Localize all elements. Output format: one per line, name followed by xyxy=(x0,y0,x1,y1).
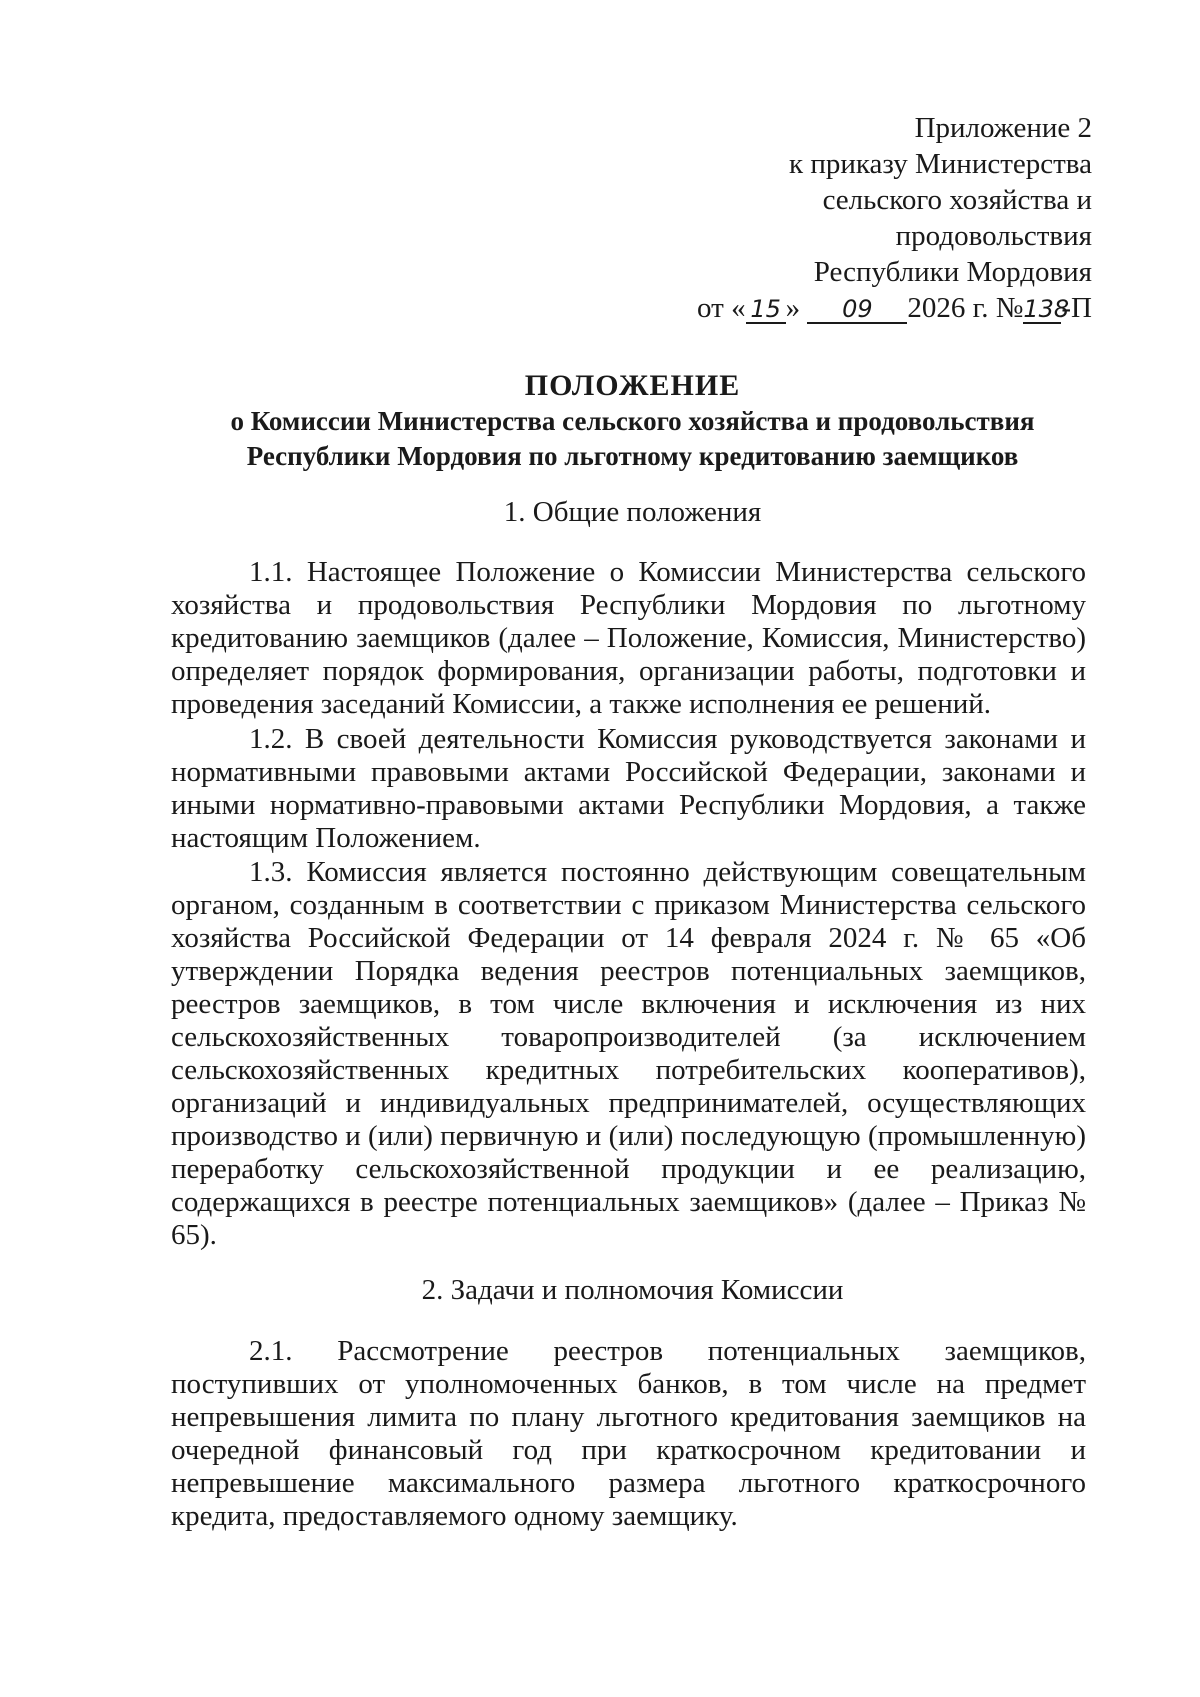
document-title: ПОЛОЖЕНИЕ xyxy=(524,369,741,402)
paragraph-1-3: 1.3. Комиссия является постоянно действующим совещательным органом, созданным в соответствии с приказом Министерства сельского хозяйства Российской Федерации от 14 февраля 2024 г. № 65 «Об утверждении Порядка ведения реестров потенциальных заемщиков, реестров заемщиков, в том числе включения и исключения из них сельскохозяйственных товаропроизводителей (за исключением сельскохозяйственных кредитных потребительских кооперативов), организаций и индивидуальных предпринимателей, осуществляющих производство и (или) первичную и (или) последующую (промышленную) переработку сельскохозяйственной продукции и ее реализацию, содержащихся в реестре потенциальных заемщиков» (далее – Приказ № 65). xyxy=(171,856,1086,1251)
date-prefix: от « xyxy=(697,292,746,324)
appendix-order-ref: к приказу Министерства xyxy=(789,148,1092,180)
appendix-ministry-line: сельского хозяйства и xyxy=(822,184,1092,216)
appendix-date-line xyxy=(697,290,1092,326)
section-1-heading: 1. Общие положения xyxy=(503,496,762,528)
appendix-region: Республики Мордовия xyxy=(813,256,1092,288)
section-2-heading: 2. Задачи и полномочия Комиссии xyxy=(421,1274,844,1306)
paragraph-1-2: 1.2. В своей деятельности Комиссия руководствуется законами и нормативными правовыми актами Российской Федерации, законами и иными нормативно-правовыми актами Республики Мордовия, а также настоящим Положением. xyxy=(171,723,1086,854)
document-subtitle-line-1: о Комиссии Министерства сельского хозяйства и продовольствия xyxy=(230,406,1035,436)
date-day-handwritten: 15 xyxy=(746,296,786,324)
paragraph-1-1: 1.1. Настоящее Положение о Комиссии Министерства сельского хозяйства и продовольствия Республики Мордовия по льготному кредитованию заемщиков (далее – Положение, Комиссия, Министерство) определяет порядок формирования, организации работы, подготовки и проведения заседаний Комиссии, а также исполнения ее решений. xyxy=(171,556,1086,720)
appendix-label: Приложение 2 xyxy=(914,112,1092,144)
date-day-close: » xyxy=(785,292,801,324)
document-subtitle-line-2: Республики Мордовия по льготному кредитованию заемщиков xyxy=(246,441,1019,471)
order-number-suffix: -П xyxy=(1061,292,1092,324)
document-title-block xyxy=(150,368,1115,474)
date-year: 2026 г. № xyxy=(907,292,1024,324)
appendix-block xyxy=(697,110,1092,326)
appendix-ministry-line-2: продовольствия xyxy=(895,220,1092,252)
order-number-handwritten: 138 xyxy=(1023,295,1070,323)
paragraph-2-1: 2.1. Рассмотрение реестров потенциальных заемщиков, поступивших от уполномоченных банков, в том числе на предмет непревышения лимита по плану льготного кредитования заемщиков на очередной финансовый год при краткосрочном кредитовании и непревышение максимального размера льготного краткосрочного кредита, предоставляемого одному заемщику. xyxy=(171,1335,1086,1532)
date-month-handwritten: 09 xyxy=(807,296,907,324)
